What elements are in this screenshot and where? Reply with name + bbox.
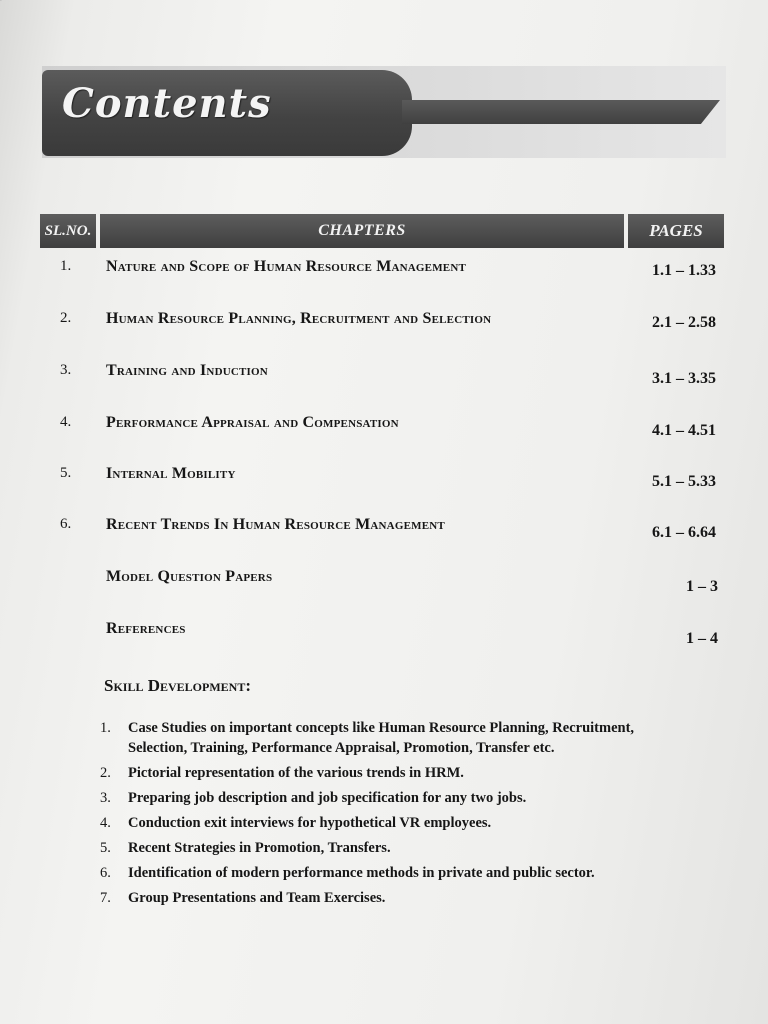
row-pages: 1 – 3 xyxy=(686,578,718,595)
table-row[interactable] xyxy=(0,516,768,546)
row-pages: 3.1 – 3.35 xyxy=(652,370,716,387)
list-item-text: Conduction exit interviews for hypothetical VR employees. xyxy=(128,815,492,831)
list-item-number: 1. xyxy=(100,720,111,736)
row-chapter: Human Resource Planning, Recruitment and Selection xyxy=(106,310,492,327)
contents-banner xyxy=(42,66,726,158)
row-sl: 2. xyxy=(60,310,72,326)
list-item-number: 6. xyxy=(100,865,111,881)
list-item-text: Case Studies on important concepts like Human Resource Planning, Recruitment, Selection, Training, Performance Appraisal, Promotion, Transfer etc. xyxy=(128,720,635,756)
list-item xyxy=(100,813,640,833)
row-pages: 5.1 – 5.33 xyxy=(652,473,716,490)
table-row[interactable] xyxy=(0,310,768,340)
row-pages: 2.1 – 2.58 xyxy=(652,314,716,331)
row-chapter: Model Question Papers xyxy=(106,568,273,585)
list-item-text: Pictorial representation of the various trends in HRM. xyxy=(128,765,464,781)
table-row[interactable] xyxy=(0,620,768,650)
skill-development-heading: Skill Development: xyxy=(104,676,251,695)
row-chapter: Internal Mobility xyxy=(106,465,236,482)
row-sl: 4. xyxy=(60,414,72,430)
list-item-text: Recent Strategies in Promotion, Transfers. xyxy=(128,840,391,856)
header-chapters: CHAPTERS xyxy=(100,214,624,248)
row-chapter: Performance Appraisal and Compensation xyxy=(106,414,399,431)
row-sl: 3. xyxy=(60,362,72,378)
list-item xyxy=(100,718,640,758)
row-sl: 5. xyxy=(60,465,72,481)
row-sl: 1. xyxy=(60,258,72,274)
list-item-text: Identification of modern performance methods in private and public sector. xyxy=(128,865,595,881)
list-item-text: Group Presentations and Team Exercises. xyxy=(128,890,386,906)
list-item-number: 3. xyxy=(100,790,111,806)
page-corner-fold xyxy=(0,0,63,19)
list-item xyxy=(100,788,640,808)
table-row[interactable] xyxy=(0,258,768,288)
row-pages: 4.1 – 4.51 xyxy=(652,422,716,439)
table-row[interactable] xyxy=(0,568,768,598)
list-item-number: 5. xyxy=(100,840,111,856)
row-pages: 1 – 4 xyxy=(686,630,718,647)
list-item xyxy=(100,838,640,858)
list-item-text: Preparing job description and job specification for any two jobs. xyxy=(128,790,527,806)
list-item xyxy=(100,888,640,908)
table-header xyxy=(40,214,724,248)
table-row[interactable] xyxy=(0,465,768,495)
header-sl-no: SL.NO. xyxy=(40,214,96,248)
row-pages: 1.1 – 1.33 xyxy=(652,262,716,279)
row-chapter: Recent Trends In Human Resource Management xyxy=(106,516,445,533)
banner-stripe xyxy=(402,100,720,124)
list-item xyxy=(100,863,640,883)
list-item-number: 4. xyxy=(100,815,111,831)
table-row[interactable] xyxy=(0,362,768,392)
row-chapter: Nature and Scope of Human Resource Management xyxy=(106,258,467,275)
row-sl: 6. xyxy=(60,516,72,532)
list-item-number: 7. xyxy=(100,890,111,906)
skill-development-list xyxy=(100,718,640,913)
list-item-number: 2. xyxy=(100,765,111,781)
list-item xyxy=(100,763,640,783)
row-chapter: References xyxy=(106,620,186,637)
page-title: Contents xyxy=(62,80,272,127)
row-chapter: Training and Induction xyxy=(106,362,268,379)
header-pages: PAGES xyxy=(628,214,724,248)
table-row[interactable] xyxy=(0,414,768,444)
row-pages: 6.1 – 6.64 xyxy=(652,524,716,541)
